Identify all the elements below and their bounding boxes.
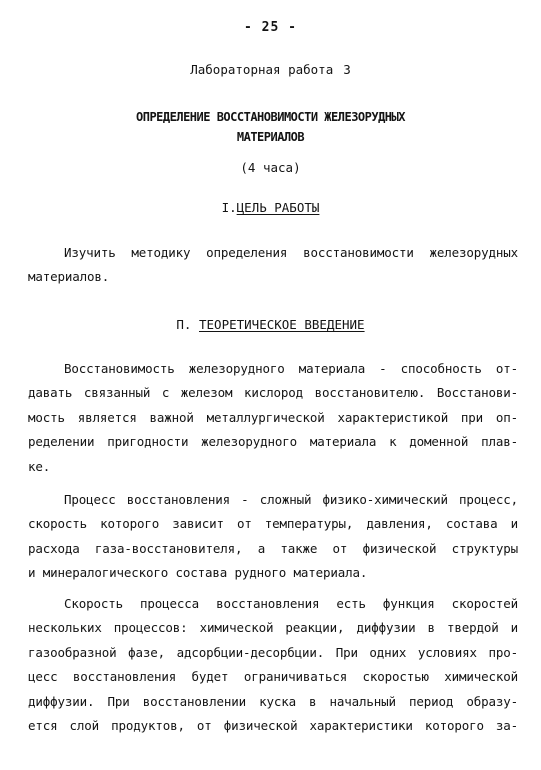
- section-numeral: I.: [221, 200, 237, 215]
- document-title-line-2: МАТЕРИАЛОВ: [236, 130, 305, 144]
- paragraph-line: ке.: [28, 458, 51, 474]
- paragraph-line: ределении пригодности железорудного материала к доменной плав-: [28, 434, 518, 450]
- section-heading-goal: [0, 200, 541, 215]
- paragraph-line: газообразной фазе, адсорбции-десорбции. При одних условиях про-: [28, 644, 518, 660]
- paragraph-line: ется слой продуктов, от физической характеристики которого за-: [28, 718, 518, 734]
- paragraph-line: материалов.: [28, 269, 110, 285]
- paragraph-line: Скорость процесса восстановления есть функция скоростей: [64, 596, 518, 611]
- lab-work-label: Лабораторная работа: [190, 62, 334, 77]
- paragraph-reduction-process: [28, 488, 518, 586]
- paragraph-goal: [28, 241, 518, 290]
- paragraph-line: давать связанный с железом кислород восстановителю. Восстанови-: [28, 385, 518, 401]
- duration-note: (4 часа): [240, 160, 301, 175]
- paragraph-line: диффузии. При восстановлении куска в начальный период образу-: [28, 693, 518, 709]
- paragraph-line: мость является важной металлургической характеристикой при оп-: [28, 409, 518, 425]
- lab-work-title: [0, 62, 541, 77]
- page-number: - 25 -: [244, 20, 297, 35]
- paragraph-line: Изучить методику определения восстановимости железорудных: [64, 245, 518, 260]
- paragraph-reducibility: [28, 357, 518, 479]
- paragraph-line: нескольких процессов: химической реакции, диффузии в твердой и: [28, 620, 518, 636]
- section-numeral: П.: [176, 317, 192, 332]
- paragraph-line: и минералогического состава рудного материала.: [28, 565, 368, 581]
- paragraph-line: расхода газа-восстановителя, а также от физической структуры: [28, 540, 518, 556]
- document-title-line-1: ОПРЕДЕЛЕНИЕ ВОССТАНОВИМОСТИ ЖЕЛЕЗОРУДНЫХ: [136, 110, 405, 124]
- document-title: [0, 107, 541, 147]
- section-heading-theory: [0, 317, 541, 332]
- paragraph-line: Восстановимость железорудного материала - способность от-: [64, 361, 518, 376]
- paragraph-line: скорость которого зависит от температуры, давления, состава и: [28, 516, 518, 532]
- lab-work-number: 3: [343, 62, 351, 77]
- paragraph-line: Процесс восстановления - сложный физико-химический процесс,: [64, 492, 518, 507]
- paragraph-reduction-rate: [28, 592, 518, 738]
- section-title: ТЕОРЕТИЧЕСКОЕ ВВЕДЕНИЕ: [199, 317, 365, 332]
- section-title: ЦЕЛЬ РАБОТЫ: [236, 200, 320, 215]
- paragraph-line: цесс восстановления будет ограничиваться скоростью химической: [28, 669, 518, 685]
